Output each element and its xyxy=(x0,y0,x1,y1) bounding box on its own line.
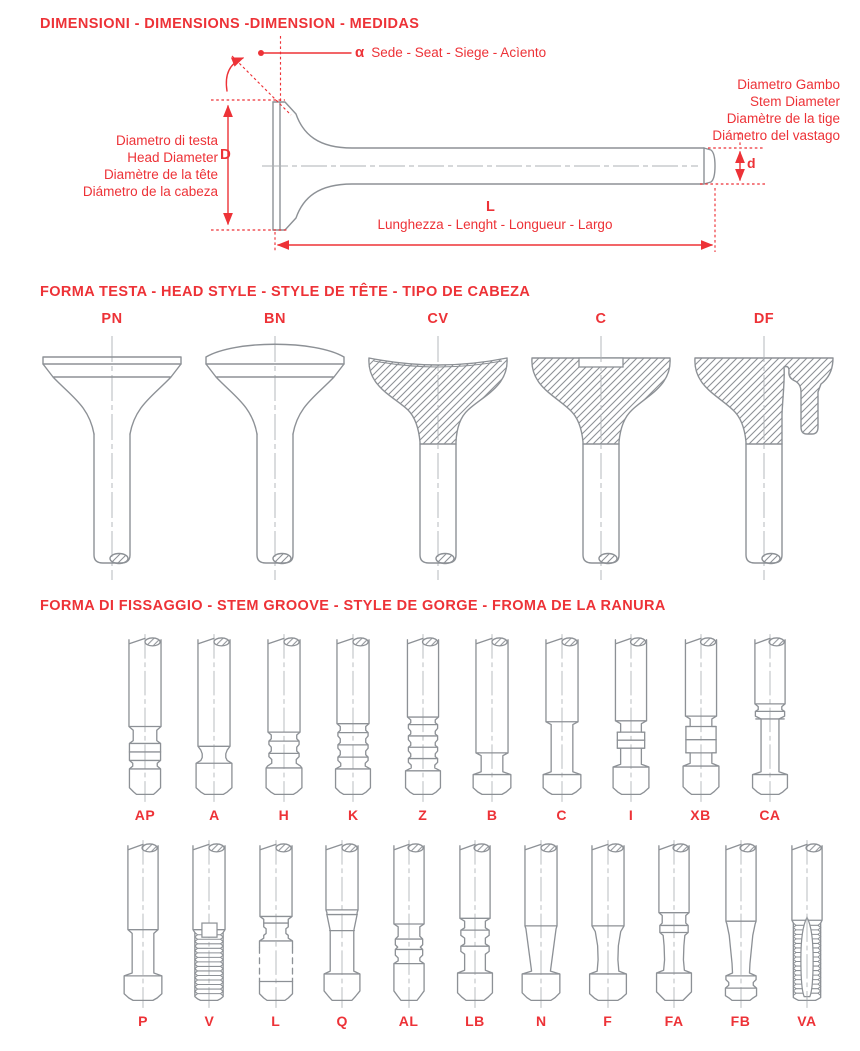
head-diameter-line: Diametro di testa xyxy=(115,133,218,148)
stem-figure-label: XB xyxy=(690,807,711,823)
head-figure-PN xyxy=(32,310,192,584)
stem-figure-drawing-AP xyxy=(112,634,178,802)
stem-figure-label: AL xyxy=(398,1013,419,1029)
stem-figure-drawing-FA xyxy=(641,840,707,1008)
head-figure-drawing-C xyxy=(521,334,681,584)
stem-groove-row-1 xyxy=(0,616,860,824)
length-label: Lunghezza - Lenght - Longueur - Largo xyxy=(377,217,613,232)
head-style-row xyxy=(0,302,860,584)
stem-figure-drawing-XB xyxy=(668,634,734,802)
valve-dimension-drawing xyxy=(0,36,860,280)
head-figure-BN xyxy=(195,310,355,584)
dim-D: D xyxy=(220,146,231,163)
stem-figure-label: F xyxy=(603,1013,613,1029)
dim-L: L xyxy=(486,199,495,215)
stem-figure-drawing-N xyxy=(508,840,574,1008)
stem-figure-K xyxy=(320,634,386,824)
stem-figure-drawing-LB xyxy=(442,840,508,1008)
stem-diameter-label xyxy=(712,76,840,144)
catalog-page xyxy=(0,14,860,1048)
stem-figure-VA xyxy=(774,840,840,1030)
stem-figure-LB xyxy=(442,840,508,1030)
stem-groove-row-2 xyxy=(0,824,860,1030)
stem-figure-drawing-A xyxy=(181,634,247,802)
head-diameter-label xyxy=(83,132,218,200)
head-diameter-line: Head Diameter xyxy=(127,150,218,165)
stem-figure-label: V xyxy=(204,1013,215,1029)
stem-figure-drawing-I xyxy=(598,634,664,802)
stem-figure-label: L xyxy=(271,1013,281,1029)
stem-figure-V xyxy=(176,840,242,1030)
stem-figure-label: AP xyxy=(134,807,156,823)
head-style-title: FORMA TESTA - HEAD STYLE - STYLE DE TÊTE - TIPO DE CABEZA xyxy=(40,284,531,300)
stem-figure-drawing-V xyxy=(176,840,242,1008)
stem-figure-drawing-K xyxy=(320,634,386,802)
stem-figure-drawing-Q xyxy=(309,840,375,1008)
stem-figure-label: Q xyxy=(336,1013,348,1029)
head-figure-label: PN xyxy=(101,311,123,327)
stem-figure-A xyxy=(181,634,247,824)
stem-figure-FB xyxy=(708,840,774,1030)
stem-figure-drawing-AL xyxy=(376,840,442,1008)
dim-d: d xyxy=(747,155,756,171)
stem-figure-label: Z xyxy=(418,807,428,823)
stem-figure-drawing-H xyxy=(251,634,317,802)
stem-figure-label: LB xyxy=(465,1013,485,1029)
stem-figure-label: CA xyxy=(759,807,781,823)
head-figure-label: C xyxy=(595,311,607,327)
stem-figure-label: P xyxy=(138,1013,148,1029)
head-figure-label: BN xyxy=(264,311,286,327)
head-figure-label: CV xyxy=(427,311,449,327)
stem-figure-P xyxy=(110,840,176,1030)
seat-label: Sede - Seat - Siege - Acìento xyxy=(371,45,547,60)
stem-figure-label: C xyxy=(556,807,567,823)
stem-figure-F xyxy=(575,840,641,1030)
stem-figure-Z xyxy=(390,634,456,824)
dimensions-title: DIMENSIONI - DIMENSIONS -DIMENSION - MEDIDAS xyxy=(40,16,420,32)
stem-figure-label: K xyxy=(348,807,359,823)
stem-groove-title: FORMA DI FISSAGGIO - STEM GROOVE - STYLE DE GORGE - FROMA DE LA RANURA xyxy=(40,598,666,614)
stem-figure-CA xyxy=(737,634,803,824)
stem-figure-N xyxy=(508,840,574,1030)
alpha-symbol: α xyxy=(355,44,365,61)
stem-figure-drawing-P xyxy=(110,840,176,1008)
stem-figure-drawing-B xyxy=(459,634,525,802)
stem-figure-label: I xyxy=(628,807,634,823)
stem-diameter-line: Diamètre de la tige xyxy=(726,111,840,126)
head-figure-DF xyxy=(684,310,844,584)
stem-figure-drawing-VA xyxy=(774,840,840,1008)
stem-figure-drawing-FB xyxy=(708,840,774,1008)
head-figure-drawing-BN xyxy=(195,334,355,584)
stem-figure-B xyxy=(459,634,525,824)
head-figure-CV xyxy=(358,310,518,584)
stem-figure-I xyxy=(598,634,664,824)
stem-figure-label: A xyxy=(209,807,220,823)
stem-figure-AP xyxy=(112,634,178,824)
head-figure-drawing-CV xyxy=(358,334,518,584)
stem-figure-label: FA xyxy=(664,1013,684,1029)
stem-diameter-line: Diámetro del vastago xyxy=(712,128,840,143)
stem-figure-XB xyxy=(668,634,734,824)
head-figure-label: DF xyxy=(753,311,775,327)
stem-figure-label: N xyxy=(536,1013,547,1029)
stem-figure-FA xyxy=(641,840,707,1030)
stem-figure-label: FB xyxy=(730,1013,751,1029)
stem-figure-label: VA xyxy=(797,1013,817,1029)
stem-figure-L xyxy=(243,840,309,1030)
stem-diameter-line: Stem Diameter xyxy=(749,94,840,109)
head-figure-drawing-DF xyxy=(684,334,844,584)
head-diameter-line: Diámetro de la cabeza xyxy=(82,184,218,199)
stem-figure-label: H xyxy=(278,807,290,823)
stem-figure-drawing-F xyxy=(575,840,641,1008)
stem-figure-label: B xyxy=(486,807,498,823)
stem-figure-C xyxy=(529,634,595,824)
head-figure-C xyxy=(521,310,681,584)
stem-figure-drawing-L xyxy=(243,840,309,1008)
stem-diameter-line: Diametro Gambo xyxy=(737,77,840,92)
head-diameter-line: Diamètre de la tête xyxy=(103,167,218,182)
stem-figure-H xyxy=(251,634,317,824)
stem-figure-drawing-C xyxy=(529,634,595,802)
head-figure-drawing-PN xyxy=(32,334,192,584)
stem-figure-drawing-CA xyxy=(737,634,803,802)
seat-angle-label xyxy=(355,44,546,61)
stem-figure-AL xyxy=(376,840,442,1030)
stem-figure-drawing-Z xyxy=(390,634,456,802)
stem-figure-Q xyxy=(309,840,375,1030)
